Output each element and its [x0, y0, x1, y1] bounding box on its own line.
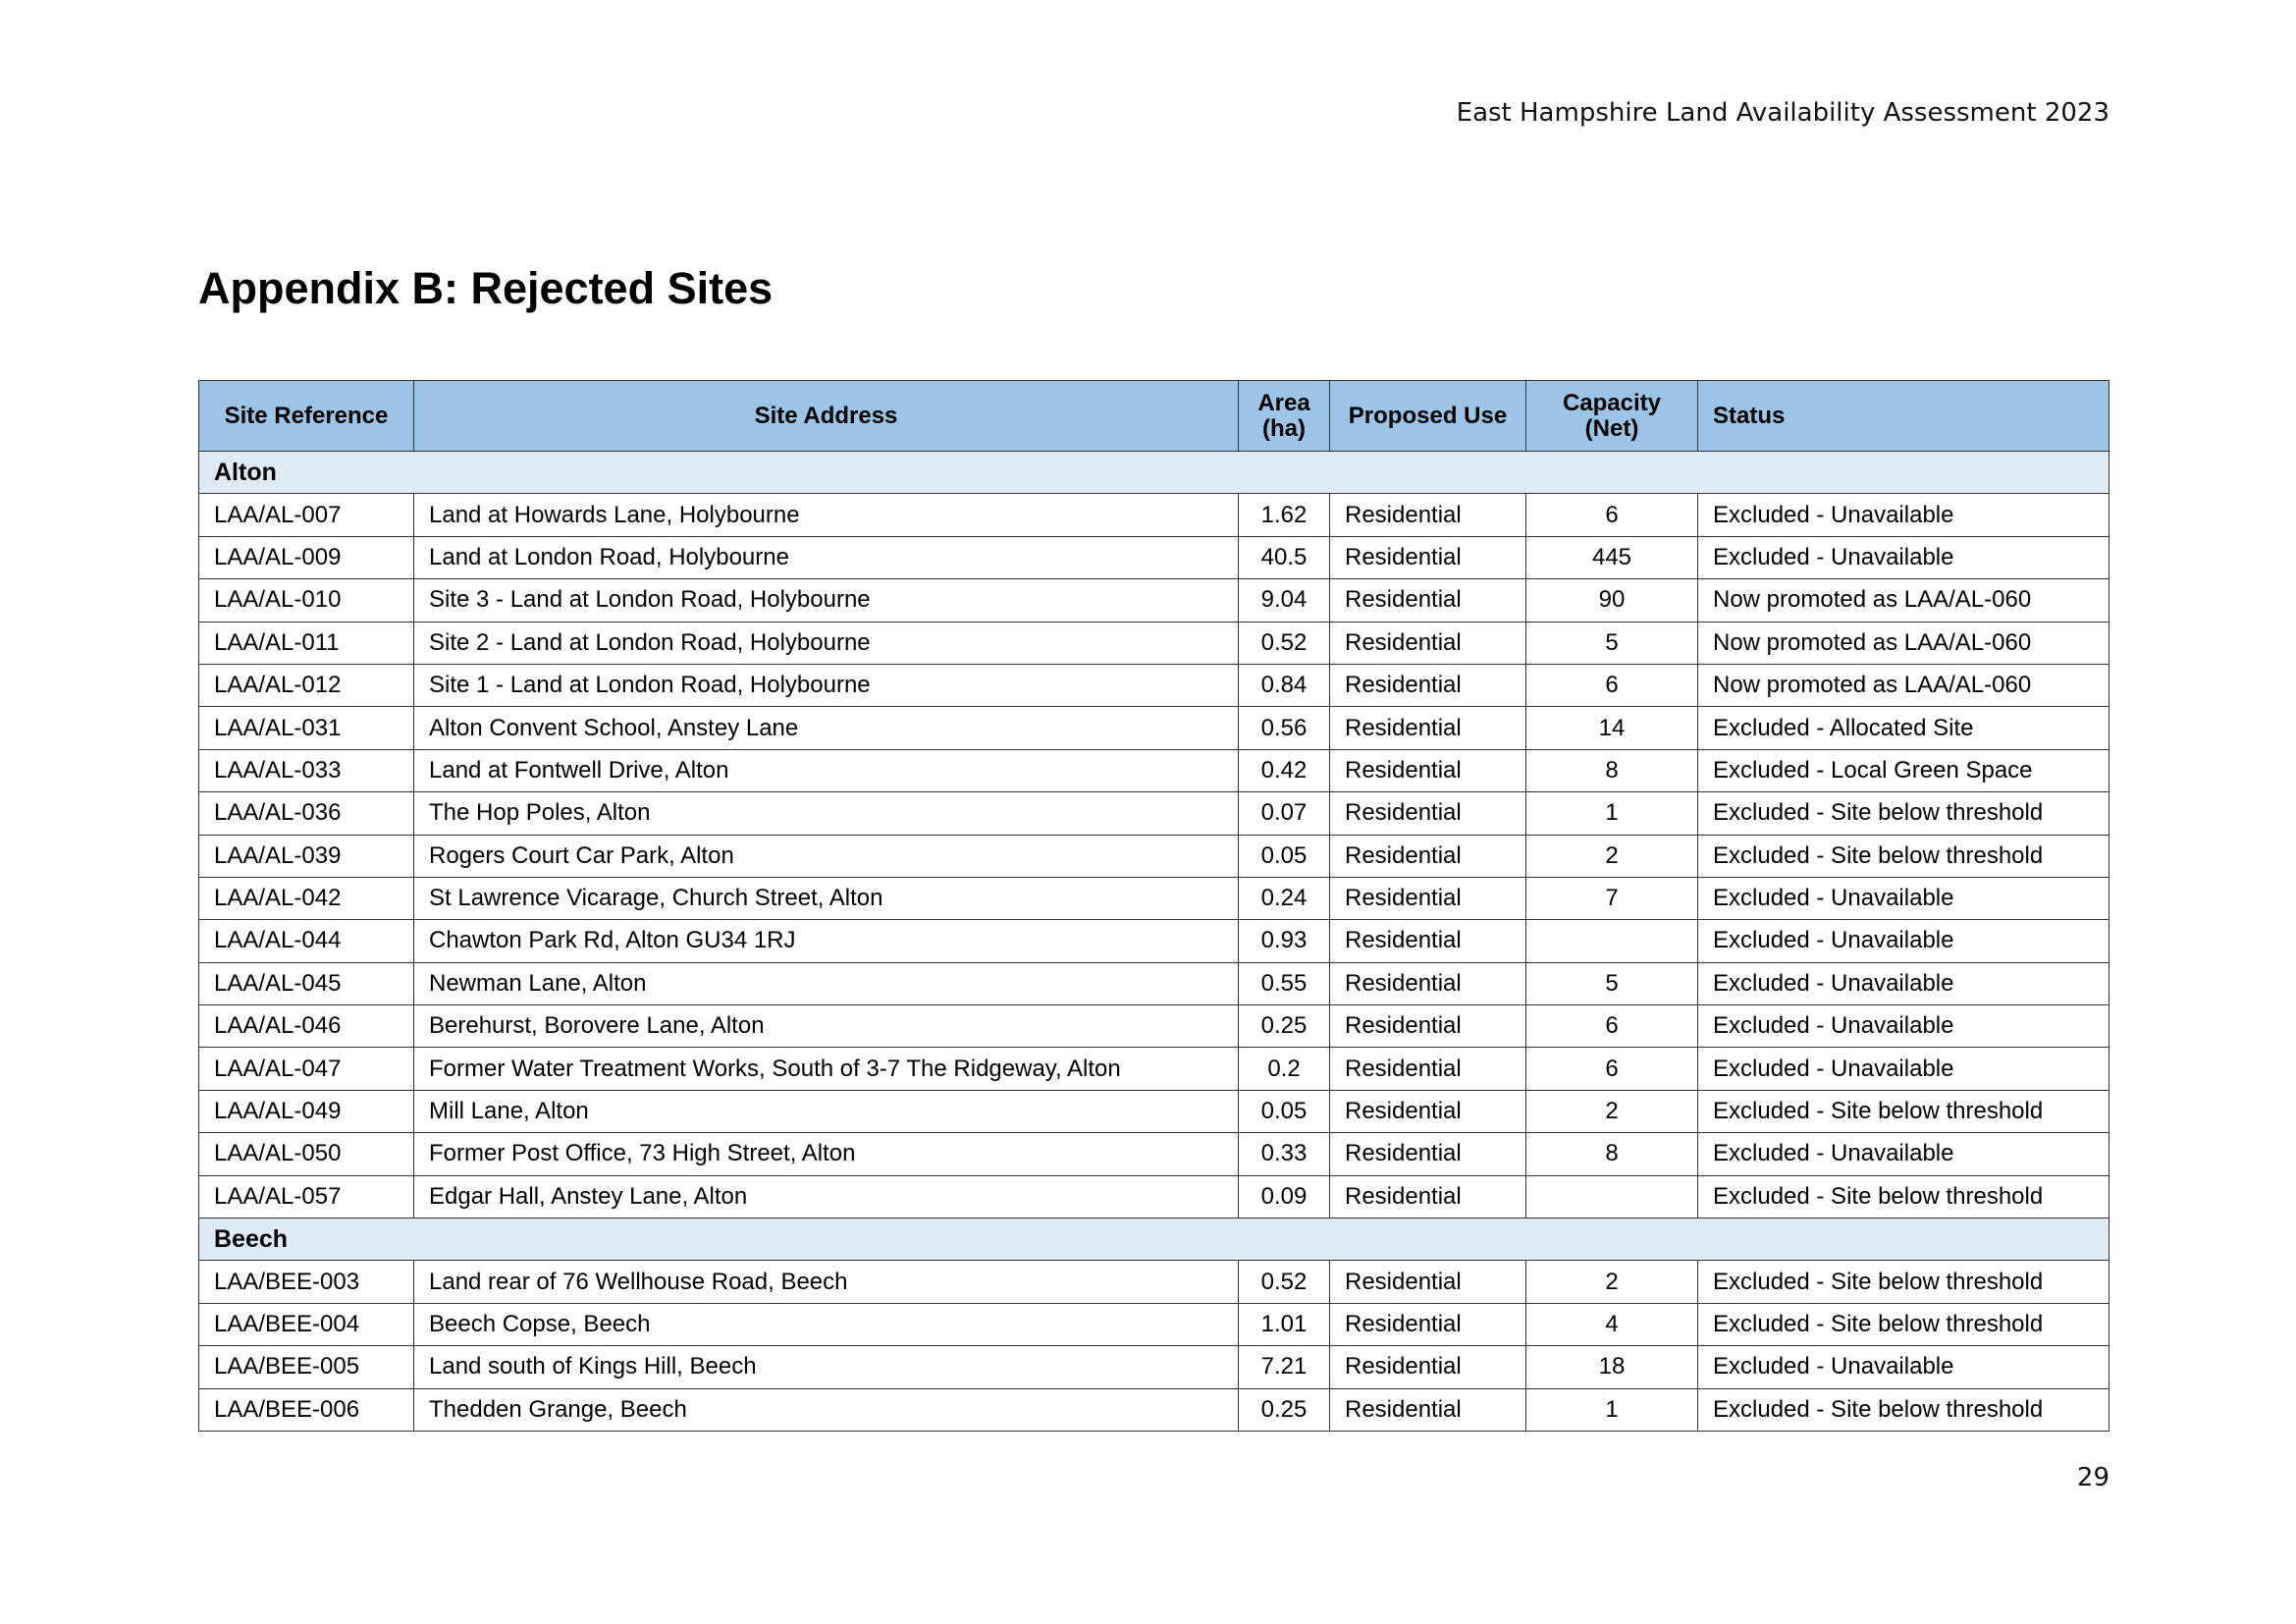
- cell-site-reference: LAA/AL-044: [199, 920, 414, 962]
- cell-capacity: 6: [1526, 664, 1698, 706]
- cell-capacity: 2: [1526, 835, 1698, 877]
- cell-status: Excluded - Site below threshold: [1698, 1303, 2109, 1345]
- cell-area: 0.52: [1239, 622, 1330, 664]
- cell-area: 0.09: [1239, 1175, 1330, 1218]
- table-row: [199, 835, 2109, 877]
- cell-proposed-use: Residential: [1330, 1175, 1526, 1218]
- col-header-status: Status: [1698, 381, 2109, 452]
- col-header-area-line2: (ha): [1262, 414, 1306, 442]
- cell-proposed-use: Residential: [1330, 707, 1526, 749]
- table-row: [199, 1303, 2109, 1345]
- table-row: [199, 579, 2109, 622]
- cell-proposed-use: Residential: [1330, 494, 1526, 536]
- table-row: [199, 1133, 2109, 1175]
- cell-site-reference: LAA/AL-010: [199, 579, 414, 622]
- cell-capacity: 1: [1526, 792, 1698, 835]
- cell-area: 0.55: [1239, 962, 1330, 1004]
- cell-proposed-use: Residential: [1330, 1388, 1526, 1431]
- cell-site-address: Land rear of 76 Wellhouse Road, Beech: [414, 1261, 1239, 1303]
- cell-capacity: 8: [1526, 749, 1698, 791]
- cell-site-reference: LAA/AL-033: [199, 749, 414, 791]
- cell-status: Excluded - Site below threshold: [1698, 835, 2109, 877]
- cell-site-address: Newman Lane, Alton: [414, 962, 1239, 1004]
- cell-site-address: Alton Convent School, Anstey Lane: [414, 707, 1239, 749]
- cell-status: Excluded - Site below threshold: [1698, 1261, 2109, 1303]
- rejected-sites-table: [198, 380, 2109, 1432]
- table-row: [199, 1388, 2109, 1431]
- group-label: Beech: [199, 1218, 2109, 1261]
- cell-site-address: Mill Lane, Alton: [414, 1090, 1239, 1132]
- cell-status: Excluded - Unavailable: [1698, 536, 2109, 578]
- cell-proposed-use: Residential: [1330, 749, 1526, 791]
- table-row: [199, 877, 2109, 919]
- cell-area: 0.25: [1239, 1388, 1330, 1431]
- cell-site-address: Land at Fontwell Drive, Alton: [414, 749, 1239, 791]
- page-title: Appendix B: Rejected Sites: [198, 263, 774, 313]
- cell-site-reference: LAA/AL-049: [199, 1090, 414, 1132]
- cell-status: Excluded - Site below threshold: [1698, 1175, 2109, 1218]
- cell-area: 40.5: [1239, 536, 1330, 578]
- cell-area: 0.42: [1239, 749, 1330, 791]
- cell-area: 0.24: [1239, 877, 1330, 919]
- cell-capacity: 7: [1526, 877, 1698, 919]
- cell-capacity: 5: [1526, 962, 1698, 1004]
- cell-status: Excluded - Unavailable: [1698, 1133, 2109, 1175]
- cell-area: 0.33: [1239, 1133, 1330, 1175]
- col-header-site-address: Site Address: [414, 381, 1239, 452]
- cell-capacity: 1: [1526, 1388, 1698, 1431]
- col-header-area-line1: Area: [1257, 389, 1310, 416]
- cell-capacity: 2: [1526, 1090, 1698, 1132]
- cell-status: Now promoted as LAA/AL-060: [1698, 622, 2109, 664]
- table-row: [199, 920, 2109, 962]
- cell-proposed-use: Residential: [1330, 792, 1526, 835]
- cell-area: 0.84: [1239, 664, 1330, 706]
- table-header: [199, 381, 2109, 452]
- cell-status: Excluded - Unavailable: [1698, 1005, 2109, 1048]
- group-label: Alton: [199, 452, 2109, 494]
- cell-site-reference: LAA/AL-045: [199, 962, 414, 1004]
- cell-area: 0.05: [1239, 835, 1330, 877]
- cell-site-address: The Hop Poles, Alton: [414, 792, 1239, 835]
- cell-status: Excluded - Unavailable: [1698, 494, 2109, 536]
- cell-status: Excluded - Site below threshold: [1698, 1388, 2109, 1431]
- cell-proposed-use: Residential: [1330, 877, 1526, 919]
- cell-proposed-use: Residential: [1330, 835, 1526, 877]
- cell-site-address: Rogers Court Car Park, Alton: [414, 835, 1239, 877]
- cell-site-address: Land at Howards Lane, Holybourne: [414, 494, 1239, 536]
- header-row: [199, 381, 2109, 452]
- cell-site-reference: LAA/BEE-004: [199, 1303, 414, 1345]
- cell-site-address: St Lawrence Vicarage, Church Street, Alton: [414, 877, 1239, 919]
- cell-proposed-use: Residential: [1330, 536, 1526, 578]
- table-row: [199, 749, 2109, 791]
- cell-site-address: Former Water Treatment Works, South of 3-7 The Ridgeway, Alton: [414, 1048, 1239, 1090]
- table-row: [199, 1261, 2109, 1303]
- cell-area: 0.93: [1239, 920, 1330, 962]
- col-header-capacity-line1: Capacity: [1562, 389, 1662, 416]
- cell-proposed-use: Residential: [1330, 920, 1526, 962]
- cell-capacity: 6: [1526, 494, 1698, 536]
- cell-status: Excluded - Unavailable: [1698, 1346, 2109, 1388]
- cell-site-reference: LAA/AL-011: [199, 622, 414, 664]
- table-row: [199, 1346, 2109, 1388]
- cell-area: 1.01: [1239, 1303, 1330, 1345]
- cell-proposed-use: Residential: [1330, 1346, 1526, 1388]
- cell-status: Excluded - Allocated Site: [1698, 707, 2109, 749]
- table-row: [199, 1090, 2109, 1132]
- cell-status: Excluded - Unavailable: [1698, 1048, 2109, 1090]
- running-header: East Hampshire Land Availability Assessment 2023: [1456, 98, 2109, 128]
- table-row: [199, 536, 2109, 578]
- cell-proposed-use: Residential: [1330, 579, 1526, 622]
- group-row: [199, 452, 2109, 494]
- cell-status: Excluded - Local Green Space: [1698, 749, 2109, 791]
- cell-area: 0.2: [1239, 1048, 1330, 1090]
- cell-site-reference: LAA/AL-036: [199, 792, 414, 835]
- table-row: [199, 622, 2109, 664]
- cell-capacity: 5: [1526, 622, 1698, 664]
- cell-proposed-use: Residential: [1330, 622, 1526, 664]
- cell-proposed-use: Residential: [1330, 664, 1526, 706]
- cell-site-address: Thedden Grange, Beech: [414, 1388, 1239, 1431]
- cell-proposed-use: Residential: [1330, 1048, 1526, 1090]
- cell-proposed-use: Residential: [1330, 1005, 1526, 1048]
- cell-area: 0.52: [1239, 1261, 1330, 1303]
- cell-site-reference: LAA/BEE-003: [199, 1261, 414, 1303]
- cell-site-address: Site 1 - Land at London Road, Holybourne: [414, 664, 1239, 706]
- col-header-proposed-use: Proposed Use: [1330, 381, 1526, 452]
- cell-area: 7.21: [1239, 1346, 1330, 1388]
- cell-capacity: 6: [1526, 1048, 1698, 1090]
- col-header-area: [1239, 381, 1330, 452]
- cell-site-reference: LAA/AL-047: [199, 1048, 414, 1090]
- cell-site-address: Beech Copse, Beech: [414, 1303, 1239, 1345]
- table-row: [199, 1005, 2109, 1048]
- cell-site-reference: LAA/AL-009: [199, 536, 414, 578]
- table-row: [199, 494, 2109, 536]
- cell-site-reference: LAA/AL-057: [199, 1175, 414, 1218]
- cell-capacity: 90: [1526, 579, 1698, 622]
- page-number: 29: [2076, 1463, 2109, 1492]
- cell-area: 0.25: [1239, 1005, 1330, 1048]
- cell-site-reference: LAA/AL-042: [199, 877, 414, 919]
- cell-site-reference: LAA/AL-012: [199, 664, 414, 706]
- cell-site-address: Site 2 - Land at London Road, Holybourne: [414, 622, 1239, 664]
- cell-status: Now promoted as LAA/AL-060: [1698, 664, 2109, 706]
- cell-site-reference: LAA/AL-007: [199, 494, 414, 536]
- cell-capacity: 18: [1526, 1346, 1698, 1388]
- cell-status: Excluded - Site below threshold: [1698, 1090, 2109, 1132]
- cell-site-address: Edgar Hall, Anstey Lane, Alton: [414, 1175, 1239, 1218]
- cell-area: 9.04: [1239, 579, 1330, 622]
- cell-area: 0.05: [1239, 1090, 1330, 1132]
- cell-status: Excluded - Unavailable: [1698, 920, 2109, 962]
- group-row: [199, 1218, 2109, 1261]
- cell-capacity: 6: [1526, 1005, 1698, 1048]
- cell-proposed-use: Residential: [1330, 962, 1526, 1004]
- cell-status: Excluded - Unavailable: [1698, 877, 2109, 919]
- cell-site-reference: LAA/BEE-005: [199, 1346, 414, 1388]
- col-header-site-reference: Site Reference: [199, 381, 414, 452]
- cell-area: 0.07: [1239, 792, 1330, 835]
- table-row: [199, 664, 2109, 706]
- cell-site-reference: LAA/AL-039: [199, 835, 414, 877]
- table-row: [199, 1175, 2109, 1218]
- cell-site-address: Land south of Kings Hill, Beech: [414, 1346, 1239, 1388]
- table-body: [199, 452, 2109, 1432]
- cell-site-address: Land at London Road, Holybourne: [414, 536, 1239, 578]
- cell-site-reference: LAA/AL-050: [199, 1133, 414, 1175]
- table-row: [199, 962, 2109, 1004]
- col-header-capacity-line2: (Net): [1584, 414, 1639, 442]
- cell-area: 0.56: [1239, 707, 1330, 749]
- cell-status: Excluded - Unavailable: [1698, 962, 2109, 1004]
- cell-site-reference: LAA/BEE-006: [199, 1388, 414, 1431]
- cell-capacity: 8: [1526, 1133, 1698, 1175]
- cell-proposed-use: Residential: [1330, 1303, 1526, 1345]
- col-header-capacity: [1526, 381, 1698, 452]
- cell-site-address: Site 3 - Land at London Road, Holybourne: [414, 579, 1239, 622]
- cell-site-reference: LAA/AL-031: [199, 707, 414, 749]
- cell-capacity: [1526, 920, 1698, 962]
- table-row: [199, 792, 2109, 835]
- cell-capacity: 2: [1526, 1261, 1698, 1303]
- cell-capacity: 4: [1526, 1303, 1698, 1345]
- cell-capacity: 445: [1526, 536, 1698, 578]
- cell-proposed-use: Residential: [1330, 1090, 1526, 1132]
- cell-status: Now promoted as LAA/AL-060: [1698, 579, 2109, 622]
- cell-site-address: Berehurst, Borovere Lane, Alton: [414, 1005, 1239, 1048]
- table-row: [199, 1048, 2109, 1090]
- table-row: [199, 707, 2109, 749]
- cell-area: 1.62: [1239, 494, 1330, 536]
- cell-capacity: [1526, 1175, 1698, 1218]
- cell-status: Excluded - Site below threshold: [1698, 792, 2109, 835]
- cell-site-reference: LAA/AL-046: [199, 1005, 414, 1048]
- cell-site-address: Chawton Park Rd, Alton GU34 1RJ: [414, 920, 1239, 962]
- cell-capacity: 14: [1526, 707, 1698, 749]
- cell-site-address: Former Post Office, 73 High Street, Alton: [414, 1133, 1239, 1175]
- cell-proposed-use: Residential: [1330, 1133, 1526, 1175]
- cell-proposed-use: Residential: [1330, 1261, 1526, 1303]
